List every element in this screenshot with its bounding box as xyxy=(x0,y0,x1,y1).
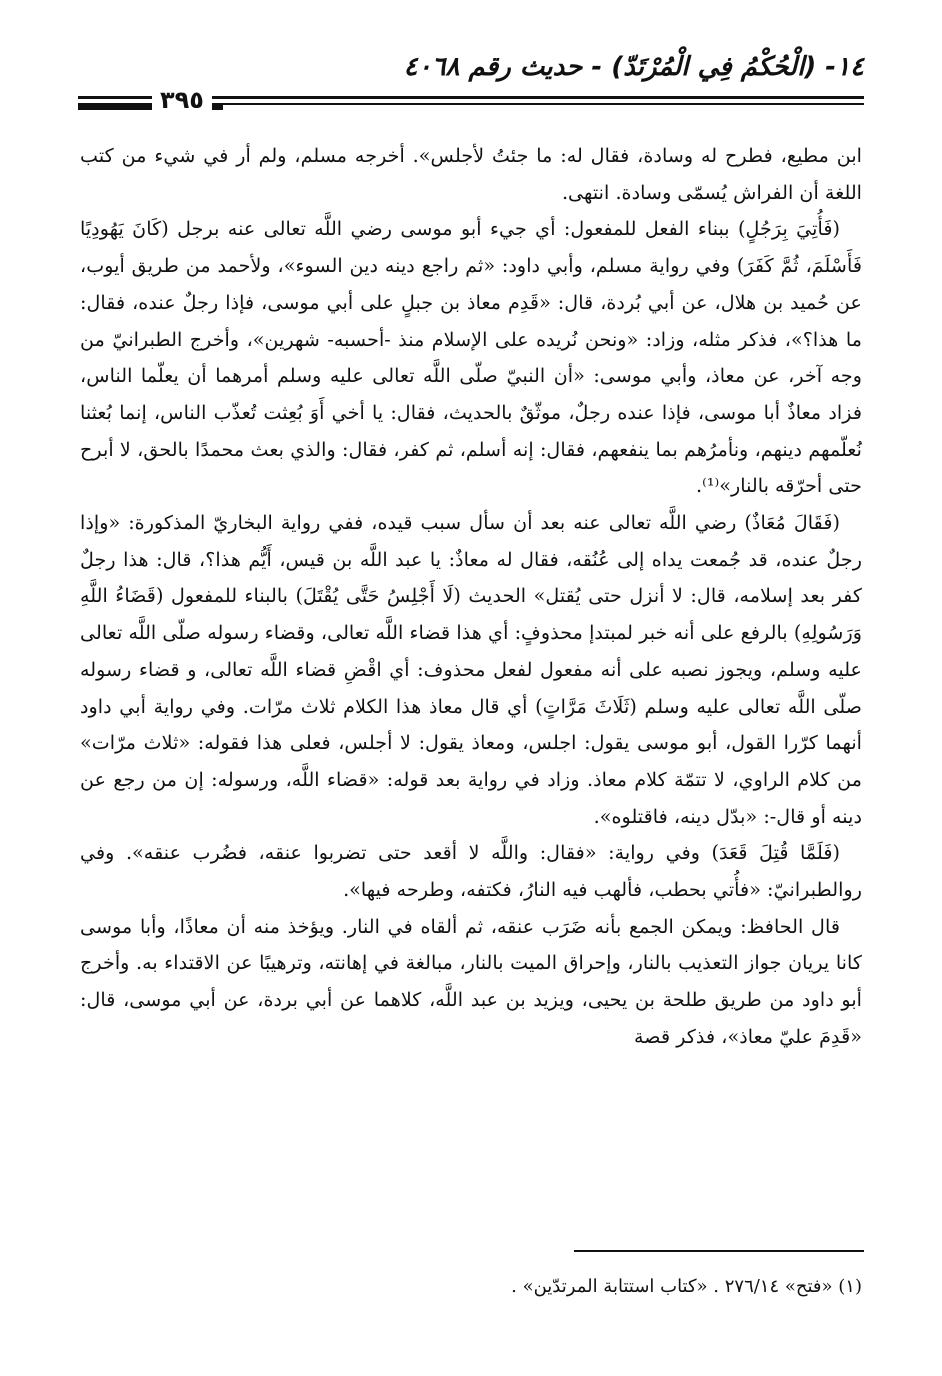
paragraph: (فَلَمَّا قُتِلَ قَعَدَ) وفي رواية: «فقال: واللَّه لا أقعد حتى تضربوا عنقه، فضُرب عنقه». وفي روالطبرانيّ: «فأُتي بحطب، فألهب فيه النارُ، فكتفه، وطرحه فيها». xyxy=(80,841,862,902)
footnote-separator xyxy=(574,1250,864,1252)
paragraph: (فَأُتِيَ بِرَجُلٍ) ببناء الفعل للمفعول: أي جيء أبو موسى رضي اللَّه تعالى عنه برجل (كَانَ يَهُودِيًا فَأَسْلَمَ، ثُمَّ كَفَرَ) وفي رواية مسلم، وأبي داود: «ثم راجع دينه دين السوء»، ولأحمد من طريق أيوب، عن حُميد بن هلال، عن أبي بُردة، قال: «قَدِم معاذ بن جبلٍ على أبي موسى، فإذا رجلٌ عنده، فقال: ما هذا؟»، فذكر مثله، وزاد: «ونحن نُريده على الإسلام منذ -أحسبه- شهرين»، وأخرج الطبرانيّ من وجه آخر، عن معاذ، وأبي موسى: «أن النبيّ صلّى اللَّه تعالى عليه وسلم أمرهما أن يعلّما الناس، فزاد معاذٌ أبا موسى، فإذا عنده رجلٌ، موثّقٌ بالحديث، فقال: يا أخي أَوَ بُعِثت تُعذّب الناس، إنما بُعثنا نُعلّمهم دينهم، ونأمرُهم بما ينفعهم، فقال: إنه أسلم، ثم كفر، فقال: والذي بعث محمدًا بالحق، لا أبرح حتى أحرّقه بالنار»⁽¹⁾. xyxy=(80,217,862,498)
paragraph: قال الحافظ: ويمكن الجمع بأنه ضَرَب عنقه، ثم ألقاه في النار. ويؤخذ منه أن معاذًا، وأبا موسى كانا يريان جواز التعذيب بالنار، وإحراق الميت بالنار، مبالغة في إهانته، وترهيبًا عن الاقتداء به. وأخرج أبو داود من طريق طلحة بن يحيى، ويزيد بن عبد اللَّه، كلاهما عن أبي بردة، عن أبي موسى، قال: «قَدِمَ عليّ معاذ»، فذكر قصة xyxy=(80,914,862,1048)
running-title: ١٤- (الْحُكْمُ فِي الْمُرْتَدّ) - حديث رقم ٤٠٦٨ xyxy=(403,52,864,82)
page-header xyxy=(78,52,864,114)
paragraph: (فَقَالَ مُعَاذٌ) رضي اللَّه تعالى عنه بعد أن سأل سبب قيده، ففي رواية البخاريّ المذكورة: «وإذا رجلٌ عنده، قد جُمعت يداه إلى عُنُقه، فقال له معاذٌ: يا عبد اللَّه بن قيس، أَيُّم هذا؟، قال: هذا رجلٌ كفر بعد إسلامه، قال: لا أنزل حتى يُقتل» الحديث (لَا أَجْلِسُ حَتَّى يُقْتَلَ) بالبناء للمفعول (قَضَاءُ اللَّهِ وَرَسُولِهِ) بالرفع على أنه خبر لمبتدإ محذوفٍ: أي هذا قضاء اللَّه تعالى، وقضاء رسوله صلّى اللَّه تعالى عليه وسلم، ويجوز نصبه على أنه مفعول لفعل محذوف: أي اقْضِ قضاء اللَّه تعالى، و قضاء رسوله صلّى اللَّه تعالى عليه وسلم (ثَلَاثَ مَرَّاتٍ) أي قال معاذ هذا الكلام ثلاث مرّات. وفي رواية أبي داود أنهما كرّرا القول، أبو موسى يقول: اجلس، ومعاذ يقول: لا أجلس، فعلى هذا فقوله: «ثلاث مرّات» من كلام الراوي، لا تتمّة كلام معاذ. وزاد في رواية بعد قوله: «قضاء اللَّه، ورسوله: إن من رجع عن دينه أو قال-: «بدّل دينه، فاقتلوه». xyxy=(80,511,862,828)
paragraph: ابن مطيع، فطرح له وسادة، فقال له: ما جئتُ لأجلس». أخرجه مسلم، ولم أر في شيء من كتب اللغة أن الفراش يُسمّى وسادة. انتهى. xyxy=(80,144,862,204)
page-number: ٣٩٥ xyxy=(152,86,212,114)
footnote: (١) «فتح» ٢٧٦/١٤ . «كتاب استتابة المرتدّين» . xyxy=(511,1276,862,1297)
main-text xyxy=(80,138,862,1056)
